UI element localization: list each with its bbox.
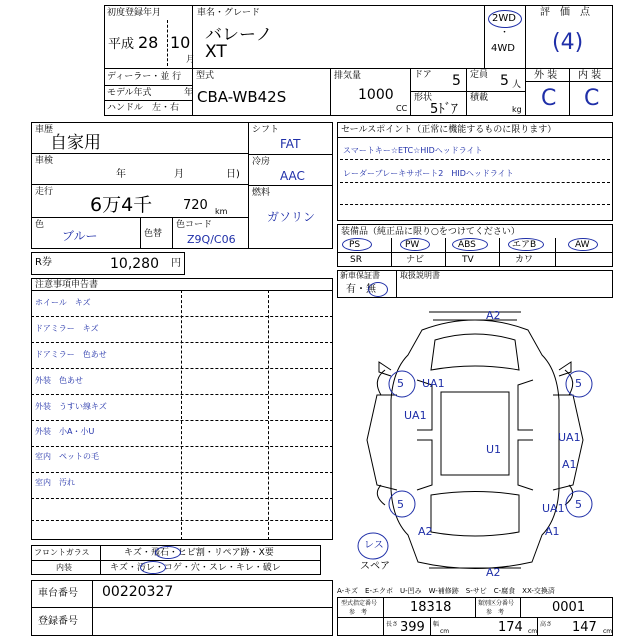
note-item: 外装 色あせ [35, 376, 83, 385]
damage-mark: UA1 [542, 502, 565, 515]
length-label: 長さ [386, 621, 399, 628]
drive-2wd: 2WD [492, 13, 516, 24]
displacement-label: 排気量 [334, 71, 362, 81]
ref-label-1: 参 考 [349, 609, 368, 616]
era-label: 平成 [108, 37, 135, 52]
height-unit: cm [603, 628, 613, 635]
inspection-month-unit: 月 [174, 169, 184, 180]
load-label: 積載 [470, 93, 489, 103]
cc-unit: CC [396, 104, 408, 113]
mileage-label: 走行 [35, 187, 54, 197]
equip-tv: TV [462, 255, 474, 265]
drive-4wd: 4WD [491, 43, 515, 54]
equip-sr: SR [350, 255, 362, 265]
spare-circle-text: レス [364, 540, 384, 551]
fuel-label: 燃料 [252, 188, 271, 198]
km-unit: km [215, 207, 228, 216]
book-label: 取扱説明書 [400, 271, 440, 280]
score-value: (4) [552, 30, 584, 55]
note-item: ドアミラー キズ [35, 324, 99, 333]
damage-mark: A2 [486, 309, 501, 322]
interior-value: キズ・汚レ・コゲ・穴・スレ・キレ・破レ [110, 563, 281, 573]
type-no-label: 型式指定番号 [341, 600, 378, 607]
mileage-main: 6万4千 [90, 194, 153, 216]
sales-line-1: スマートキー☆ETC☆HIDヘッドライト [343, 146, 483, 155]
sales-title: セールスポイント（正常に機能するものに限ります） [341, 125, 557, 135]
length-value: 399 [400, 620, 425, 635]
drive-dot: ・ [500, 28, 510, 38]
inspection-label: 車検 [35, 156, 54, 166]
int-label: 内 装 [578, 70, 602, 81]
width-label: 幅 [433, 621, 440, 628]
length-unit: cm [440, 628, 450, 635]
warranty-value: 有・無 [346, 284, 376, 295]
ac-value: AAC [280, 169, 305, 183]
color-label: 色 [35, 220, 45, 230]
recycle-value: 10,280 [110, 256, 159, 272]
grade: XT [205, 42, 227, 62]
month-unit: 月 [186, 55, 196, 65]
color-change-label: 色替 [144, 229, 163, 239]
damage-mark: 5 [397, 377, 404, 390]
capacity-value: 5 [500, 73, 509, 89]
shift-value: FAT [280, 137, 301, 151]
warranty-label: 新車保証書 [340, 271, 380, 280]
color-code-label: 色コード [176, 220, 213, 230]
note-item: ドアミラー 色あせ [35, 350, 107, 359]
note-item: 外装 小A・小U [35, 427, 95, 436]
equip-abs: ABS [458, 240, 476, 250]
notes-title: 注意事項申告書 [35, 280, 99, 290]
width-value: 174 [498, 620, 523, 635]
width-unit: cm [528, 628, 538, 635]
shape-label: 形状 [414, 93, 433, 103]
car-name: バレーノ [205, 25, 273, 45]
score-label: 評 価 点 [540, 7, 590, 18]
inspection-year-unit: 年 [116, 169, 126, 180]
door-value: 5 [452, 73, 461, 89]
equip-leather: カワ [515, 255, 534, 265]
damage-mark: A2 [418, 525, 433, 538]
fuel-value: ガソリン [267, 210, 316, 224]
shape-value: 5ﾄﾞｱ [430, 102, 458, 117]
first-reg-label: 初度登録年月 [107, 8, 162, 18]
interior-label: 内装 [56, 563, 72, 572]
type-value: CBA-WB42S [197, 88, 287, 106]
damage-mark: 5 [397, 498, 404, 511]
recycle-box [31, 252, 185, 275]
damage-mark: 5 [575, 498, 582, 511]
chassis-value: 00220327 [102, 584, 174, 600]
equip-pw: PW [405, 240, 420, 250]
damage-mark: 5 [575, 377, 582, 390]
damage-mark: U1 [486, 443, 502, 456]
sales-line-2: レーダーブレーキサポート2 HIDヘッドライト [343, 169, 514, 178]
usage-value: 自家用 [50, 133, 101, 153]
front-glass-label: フロントガラス [34, 548, 90, 557]
ref-label-2: 参 考 [486, 609, 505, 616]
damage-mark: A1 [562, 458, 577, 471]
recycle-unit: 円 [171, 258, 181, 269]
note-item: ホイール キズ [35, 298, 91, 307]
height-value: 147 [572, 620, 597, 635]
class-no-value: 0001 [552, 600, 586, 615]
damage-mark: UA1 [558, 431, 581, 444]
reg-year: 28 [138, 33, 159, 52]
equip-airbag: エアB [512, 240, 537, 250]
door-label: ドア [414, 70, 432, 80]
car-name-label: 車名・グレード [197, 8, 261, 18]
capacity-unit: 人 [512, 80, 522, 90]
displacement-value: 1000 [358, 87, 394, 103]
damage-mark: A2 [486, 566, 501, 579]
equip-navi: ナビ [406, 255, 425, 265]
type-label: 型式 [196, 71, 215, 81]
color-code-value: Z9Q/C06 [187, 233, 236, 246]
equip-aw: AW [575, 240, 590, 250]
chassis-label: 車台番号 [38, 588, 78, 599]
note-item: 室内 ペットの毛 [35, 452, 99, 461]
damage-mark: A1 [545, 525, 560, 538]
damage-mark: UA1 [404, 409, 427, 422]
recycle-label: R券 [35, 257, 52, 268]
shift-label: シフト [252, 125, 280, 135]
capacity-label: 定員 [470, 70, 489, 80]
model-year-label: モデル年式 [107, 88, 152, 98]
note-item: 室内 汚れ [35, 478, 75, 487]
color-value: ブルー [62, 229, 98, 243]
usage-label: 車歴 [35, 125, 54, 135]
int-score: C [584, 86, 600, 111]
reg-label: 登録番号 [38, 616, 78, 627]
inspection-day-unit: 日) [226, 169, 240, 180]
ext-score: C [541, 86, 557, 111]
ext-label: 外 装 [534, 70, 558, 81]
mileage-small: 720 [183, 198, 208, 213]
kg-unit: kg [512, 105, 522, 114]
class-no-label: 類別区分番号 [478, 600, 515, 607]
dealer-label: ディーラー・並 行 [107, 72, 182, 82]
equip-ps: PS [349, 240, 361, 250]
front-glass-value: キズ・飛石・ヒビ割・リペア跡・X要 [124, 548, 274, 558]
model-year-unit: 年 [184, 88, 194, 98]
height-label: 高さ [540, 621, 553, 628]
damage-mark: UA1 [422, 377, 445, 390]
handle-label: ハンドル 左・右 [107, 103, 180, 113]
spare-label: スペア [360, 561, 390, 572]
ac-label: 冷房 [252, 157, 271, 167]
note-item: 外装 うすい線キズ [35, 402, 107, 411]
damage-legend: A-キズ E-エクボ U-凹み W-補修跡 S-サビ C-腐食 XX-交換済 [337, 587, 555, 595]
type-no-value: 18318 [410, 600, 452, 615]
equipment-title: 装備品（純正品に限り○をつけてください） [341, 227, 520, 237]
reg-month: 10 [170, 33, 191, 52]
